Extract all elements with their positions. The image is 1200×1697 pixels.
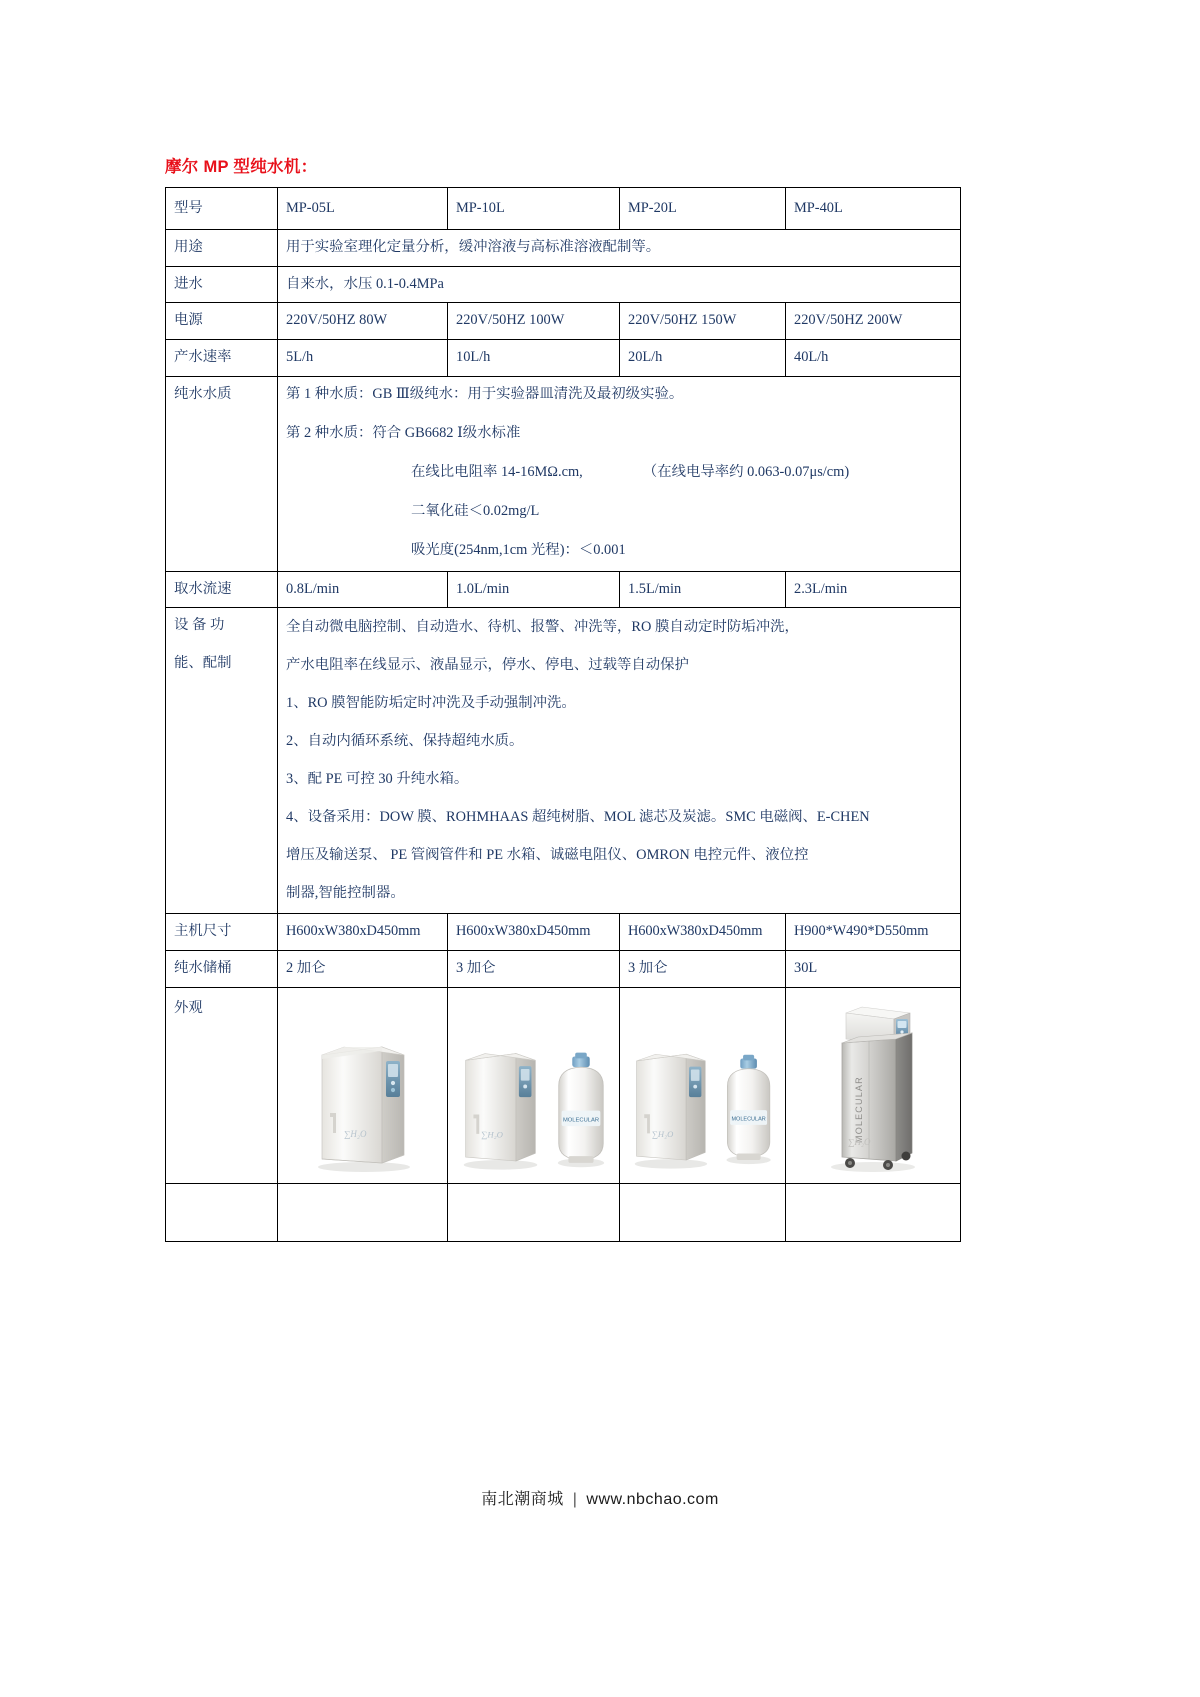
cell-dimensions-4: H900*W490*D550mm xyxy=(786,914,961,951)
svg-text:MOLECULAR: MOLECULAR xyxy=(854,1076,864,1144)
function-item-4: 4、设备采用：DOW 膜、ROHMHAAS 超纯树脂、MOL 滤芯及炭滤。SMC 电磁阀、E-CHEN xyxy=(286,808,870,825)
cell-rate-3: 20L/h xyxy=(620,340,786,377)
cell-dimensions-1: H600xW380xD450mm xyxy=(278,914,448,951)
table-row-appearance xyxy=(166,988,961,1184)
row-label-inlet: 进水 xyxy=(166,266,278,303)
resistivity-value: 在线比电阻率 14-16MΩ.cm, xyxy=(411,463,583,480)
function-item-2: 2、自动内循环系统、保持超纯水质。 xyxy=(286,733,524,750)
cell-model-2: MP-10L xyxy=(448,187,620,229)
row-label-production-rate: 产水速率 xyxy=(166,340,278,377)
row-label-draw-flow: 取水流速 xyxy=(166,571,278,608)
cell-tank-1: 2 加仑 xyxy=(278,951,448,988)
table-row-production-rate xyxy=(166,340,961,377)
cell-model-4: MP-40L xyxy=(786,187,961,229)
row-label-model: 型号 xyxy=(166,187,278,229)
row-label-water-quality: 纯水水质 xyxy=(166,377,278,571)
water-quality-line-2: 第 2 种水质：符合 GB6682 Ⅰ级水标准 xyxy=(286,425,521,442)
cell-tank-4: 30L xyxy=(786,951,961,988)
product-image-mp05l xyxy=(286,995,439,1175)
cell-appearance-4 xyxy=(786,988,961,1184)
cell-model-3: MP-20L xyxy=(620,187,786,229)
bench-unit-icon xyxy=(304,1025,422,1175)
bench-unit-icon xyxy=(628,1025,714,1175)
page-footer xyxy=(0,1486,1200,1509)
cell-dimensions-2: H600xW380xD450mm xyxy=(448,914,620,951)
specification-table xyxy=(165,187,961,1242)
function-item-4-cont2: 制器,智能控制器。 xyxy=(286,884,405,901)
cell-tank-2: 3 加仑 xyxy=(448,951,620,988)
water-quality-line-4: 二氧化硅＜0.02mg/L xyxy=(411,502,540,519)
floor-cabinet-icon xyxy=(818,995,928,1175)
table-row-power xyxy=(166,303,961,340)
conductivity-value: （在线电导率约 0.063-0.07μs/cm) xyxy=(642,463,850,480)
row-label-usage: 用途 xyxy=(166,229,278,266)
function-item-4-cont1: 增压及输送泵、 PE 管阀管件和 PE 水箱、诚磁电阻仪、OMRON 电控元件、液位控 xyxy=(286,846,809,863)
table-row-dimensions xyxy=(166,914,961,951)
svg-text:MOLECULAR: MOLECULAR xyxy=(562,1117,600,1124)
cell-empty-4 xyxy=(786,1184,961,1242)
cell-dimensions-3: H600xW380xD450mm xyxy=(620,914,786,951)
document-content xyxy=(165,158,960,1242)
cell-empty-0 xyxy=(166,1184,278,1242)
svg-text:∑H₂O: ∑H₂O xyxy=(481,1129,503,1140)
function-line-1: 全自动微电脑控制、自动造水、待机、报警、冲洗等，RO 膜自动定时防垢冲洗， xyxy=(286,619,799,636)
svg-text:MOLECULAR: MOLECULAR xyxy=(731,1116,766,1123)
cell-empty-1 xyxy=(278,1184,448,1242)
cell-model-1: MP-05L xyxy=(278,187,448,229)
cell-inlet-text: 自来水，水压 0.1-0.4MPa xyxy=(278,266,961,303)
row-label-power: 电源 xyxy=(166,303,278,340)
cell-rate-2: 10L/h xyxy=(448,340,620,377)
cell-empty-2 xyxy=(448,1184,620,1242)
water-tank-icon xyxy=(720,1025,777,1175)
footer-shop-name: 南北潮商城 xyxy=(481,1491,564,1508)
cell-usage-text: 用于实验室理化定量分析，缓冲溶液与高标准溶液配制等。 xyxy=(278,229,961,266)
footer-separator: | xyxy=(572,1491,578,1508)
page-title: 摩尔 MP 型纯水机： xyxy=(165,158,318,176)
cell-appearance-3 xyxy=(620,988,786,1184)
cell-power-1: 220V/50HZ 80W xyxy=(278,303,448,340)
water-quality-line-1: 第 1 种水质：GB Ⅲ级纯水：用于实验器皿清洗及最初级实验。 xyxy=(286,386,684,403)
row-label-appearance: 外观 xyxy=(166,988,278,1184)
svg-text:∑H₂O: ∑H₂O xyxy=(343,1129,367,1140)
table-row-empty xyxy=(166,1184,961,1242)
cell-appearance-1 xyxy=(278,988,448,1184)
row-label-storage-tank: 纯水储桶 xyxy=(166,951,278,988)
cell-functions xyxy=(278,608,961,914)
table-row-functions xyxy=(166,608,961,914)
row-label-functions xyxy=(166,608,278,914)
footer-url: www.nbchao.com xyxy=(586,1491,719,1508)
cell-water-quality xyxy=(278,377,961,571)
cell-flow-2: 1.0L/min xyxy=(448,571,620,608)
function-line-2: 产水电阻率在线显示、液晶显示，停水、停电、过载等自动保护 xyxy=(286,657,689,674)
cell-empty-3 xyxy=(620,1184,786,1242)
svg-text:∑H₂O: ∑H₂O xyxy=(848,1137,871,1148)
water-quality-line-3 xyxy=(286,462,952,483)
bench-unit-icon xyxy=(456,1025,545,1175)
svg-text:∑H₂O: ∑H₂O xyxy=(651,1129,674,1140)
table-row-draw-flow xyxy=(166,571,961,608)
cell-rate-1: 5L/h xyxy=(278,340,448,377)
cell-power-3: 220V/50HZ 150W xyxy=(620,303,786,340)
function-item-1: 1、RO 膜智能防垢定时冲洗及手动强制冲洗。 xyxy=(286,695,576,712)
row-label-functions-line2: 能、配制 xyxy=(174,655,232,672)
table-row-usage xyxy=(166,229,961,266)
product-image-mp10l xyxy=(456,995,611,1175)
water-tank-icon xyxy=(551,1025,611,1175)
table-row-water-quality xyxy=(166,377,961,571)
cell-flow-1: 0.8L/min xyxy=(278,571,448,608)
product-image-mp20l xyxy=(628,995,777,1175)
table-row-storage-tank xyxy=(166,951,961,988)
function-item-3: 3、配 PE 可控 30 升纯水箱。 xyxy=(286,770,469,787)
cell-tank-3: 3 加仑 xyxy=(620,951,786,988)
cell-power-2: 220V/50HZ 100W xyxy=(448,303,620,340)
cell-flow-4: 2.3L/min xyxy=(786,571,961,608)
table-row-inlet xyxy=(166,266,961,303)
cell-power-4: 220V/50HZ 200W xyxy=(786,303,961,340)
cell-flow-3: 1.5L/min xyxy=(620,571,786,608)
product-image-mp40l xyxy=(794,995,952,1175)
table-row-model xyxy=(166,187,961,229)
row-label-functions-line1: 设 备 功 xyxy=(174,617,225,634)
cell-rate-4: 40L/h xyxy=(786,340,961,377)
water-quality-line-5: 吸光度(254nm,1cm 光程)：＜0.001 xyxy=(411,541,626,558)
cell-appearance-2 xyxy=(448,988,620,1184)
row-label-dimensions: 主机尺寸 xyxy=(166,914,278,951)
